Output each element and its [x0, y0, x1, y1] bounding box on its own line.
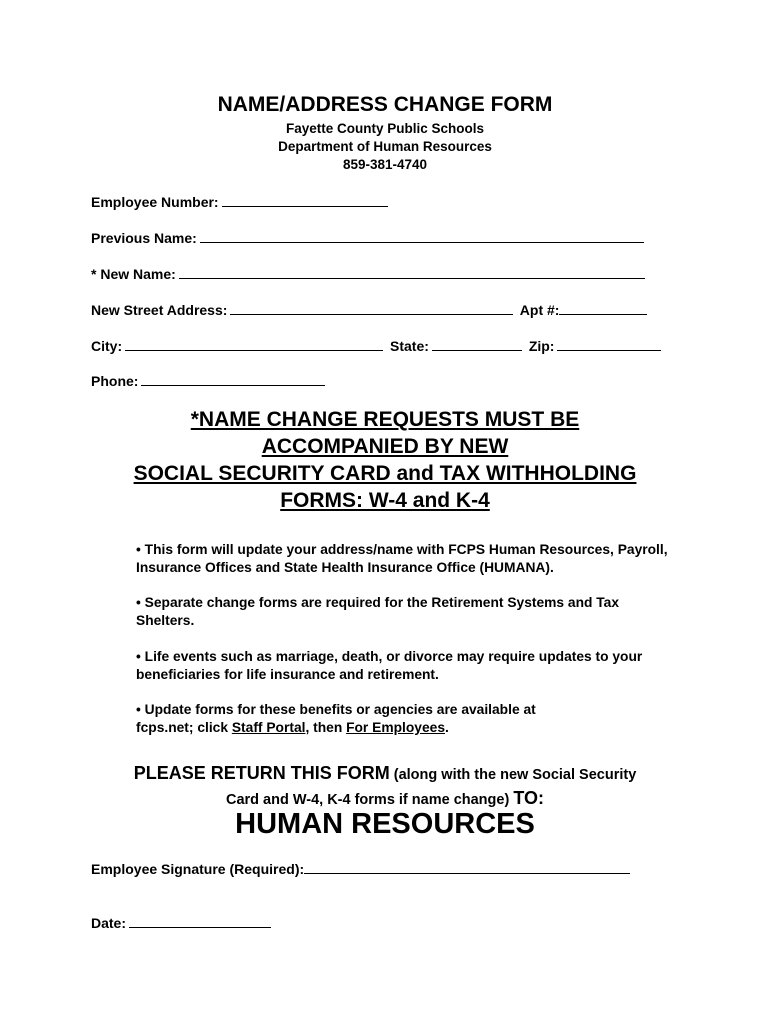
- phone-row: [91, 371, 328, 389]
- previous-name-row: [91, 228, 647, 246]
- zip-label: Zip:: [528, 338, 555, 354]
- date-blank[interactable]: [129, 913, 271, 928]
- signature-row: [91, 859, 633, 877]
- return-note-2: Card and W-4, K-4 forms if name change): [225, 792, 514, 808]
- previous-name-label: Previous Name:: [91, 230, 197, 246]
- date-label: Date:: [91, 915, 127, 931]
- bullet-update-forms-mid: , then: [305, 720, 347, 735]
- phone-label: Phone:: [91, 373, 139, 389]
- notice-line-4: FORMS: W-4 and K-4: [280, 489, 490, 512]
- new-name-label: * New Name:: [91, 266, 176, 282]
- street-blank[interactable]: [230, 300, 513, 315]
- notice-line-1: *NAME CHANGE REQUESTS MUST BE: [190, 408, 580, 431]
- street-row: [91, 300, 650, 318]
- apt-label: Apt #:: [519, 302, 560, 318]
- employee-number-blank[interactable]: [222, 192, 388, 207]
- return-to: TO:: [513, 788, 544, 808]
- bullet-life-events: • Life events such as marriage, death, or divorce may require updates to your beneficiaries for life insurance and retirement.: [136, 649, 643, 682]
- employee-number-row: [91, 192, 391, 210]
- notice-line-3: SOCIAL SECURITY CARD and TAX WITHHOLDING: [133, 462, 637, 485]
- zip-blank[interactable]: [557, 336, 661, 351]
- state-blank[interactable]: [432, 336, 522, 351]
- form-title: NAME/ADDRESS CHANGE FORM: [217, 93, 553, 116]
- city-row: [91, 336, 664, 354]
- apt-blank[interactable]: [559, 300, 647, 315]
- department-phone: 859-381-4740: [342, 157, 428, 172]
- bullet-update-forms-text: • Update forms for these benefits or agencies are available at fcps.net; click: [136, 702, 536, 735]
- return-note-1: (along with the new Social Security: [389, 767, 637, 783]
- city-label: City:: [91, 338, 123, 354]
- employee-number-label: Employee Number:: [91, 194, 219, 210]
- bullet-separate-forms: • Separate change forms are required for the Retirement Systems and Tax Shelters.: [136, 595, 620, 628]
- street-label: New Street Address:: [91, 302, 228, 318]
- org-name: Fayette County Public Schools: [285, 121, 485, 136]
- department-name: Department of Human Resources: [278, 139, 492, 154]
- return-line-2: [0, 788, 770, 809]
- bullet-update-forms: [136, 701, 586, 737]
- new-name-row: [91, 264, 648, 282]
- phone-blank[interactable]: [141, 371, 325, 386]
- return-line-1: [0, 763, 770, 784]
- for-employees-link[interactable]: For Employees: [346, 720, 445, 735]
- state-label: State:: [390, 338, 429, 354]
- city-blank[interactable]: [125, 336, 383, 351]
- date-row: [91, 913, 274, 931]
- signature-label: Employee Signature (Required):: [91, 861, 305, 877]
- previous-name-blank[interactable]: [200, 228, 644, 243]
- bullet-update-forms-end: .: [445, 720, 449, 735]
- return-instruction: PLEASE RETURN THIS FORM: [133, 763, 390, 783]
- notice-line-2: ACCOMPANIED BY NEW: [261, 435, 509, 458]
- new-name-blank[interactable]: [179, 264, 645, 279]
- return-destination: HUMAN RESOURCES: [235, 808, 535, 840]
- signature-blank[interactable]: [304, 859, 630, 874]
- staff-portal-link[interactable]: Staff Portal: [231, 720, 306, 735]
- bullet-update-info: • This form will update your address/name with FCPS Human Resources, Payroll, Insurance Offices and State Health Insurance Office (HUMANA).: [136, 542, 668, 575]
